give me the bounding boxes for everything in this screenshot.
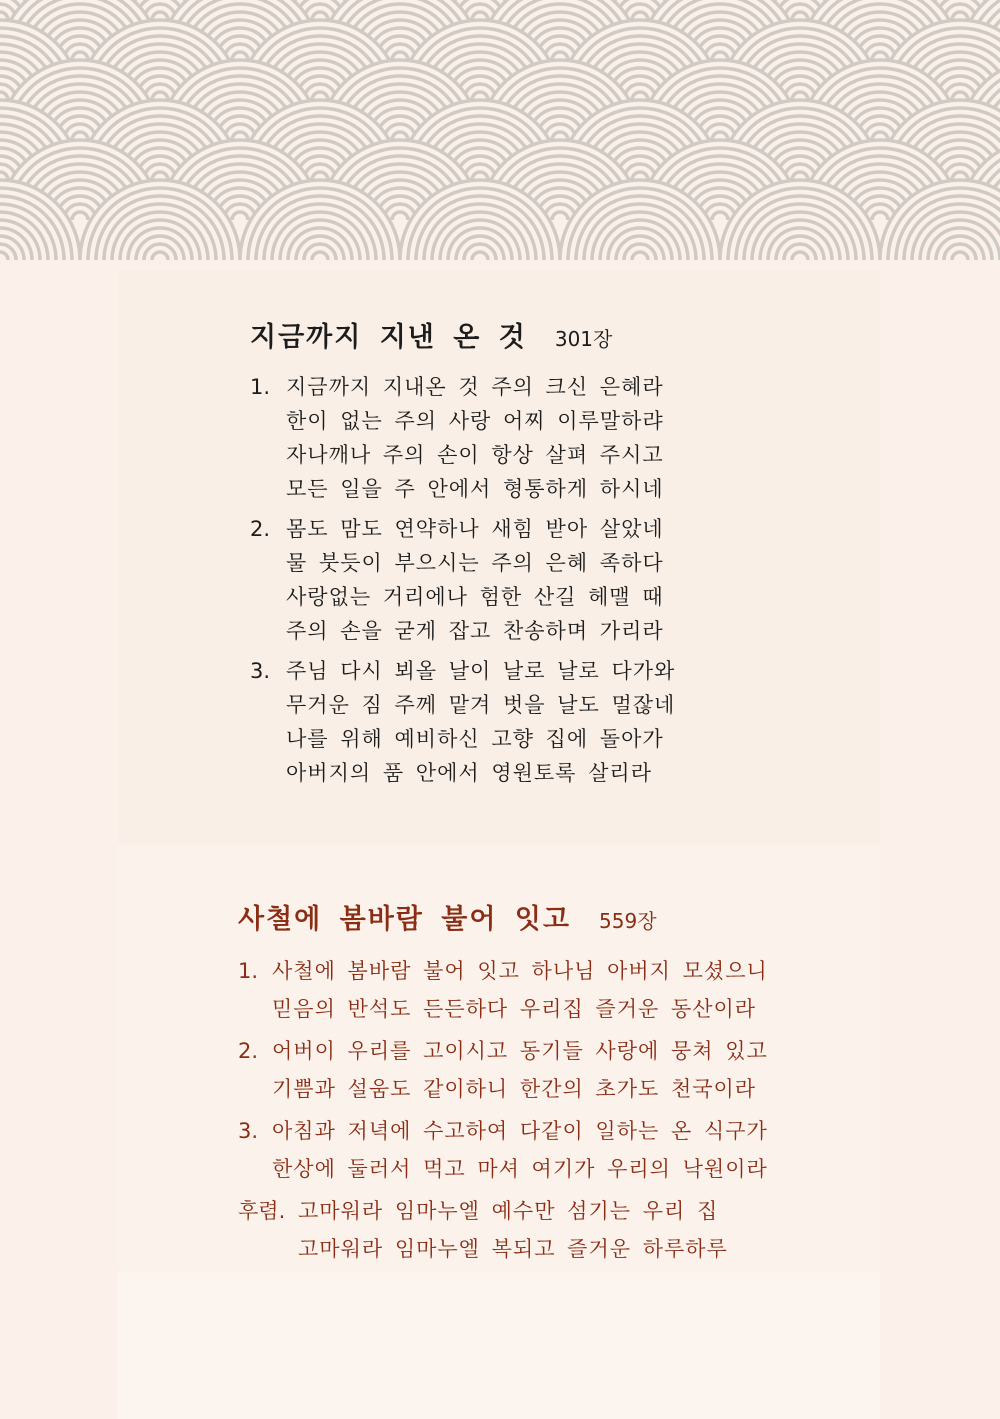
hymn-title: 사철에 봄바람 불어 잇고 [238, 904, 572, 935]
lyric-line: 나를 위해 예비하신 고향 집에 돌아가 [286, 727, 664, 751]
hymn-title: 지금까지 지낸 온 것 [250, 322, 527, 353]
lyric-line: 어버이 우리를 고이시고 동기들 사랑에 뭉쳐 있고 [272, 1039, 768, 1063]
verse-number: 1. [238, 959, 259, 983]
verse [250, 512, 810, 648]
lyric-line: 아버지의 품 안에서 영원토록 살리라 [286, 761, 652, 785]
chorus-label: 후렴. [238, 1199, 286, 1223]
hymn-number: 301장 [554, 327, 613, 351]
chorus [238, 1192, 858, 1268]
lyric-line: 한상에 둘러서 먹고 마셔 여기가 우리의 낙원이라 [272, 1157, 768, 1181]
lyric-line: 믿음의 반석도 든든하다 우리집 즐거운 동산이라 [272, 997, 757, 1021]
lyric-line: 모든 일을 주 안에서 형통하게 하시네 [286, 477, 664, 501]
lyric-line: 자나깨나 주의 손이 항상 살펴 주시고 [286, 443, 664, 467]
wave-pattern-header [0, 0, 1000, 300]
hymn-number: 559장 [599, 909, 657, 933]
lyric-line: 고마워라 임마누엘 예수만 섬기는 우리 집 [298, 1199, 719, 1223]
lyric-line: 고마워라 임마누엘 복되고 즐거운 하루하루 [298, 1237, 728, 1261]
verse [238, 1032, 858, 1108]
verse-number: 3. [250, 659, 271, 683]
lyric-line: 지금까지 지내온 것 주의 크신 은혜라 [286, 375, 664, 399]
verse [250, 370, 810, 506]
verse-number: 1. [250, 375, 271, 399]
verse [238, 952, 858, 1028]
lyric-line: 몸도 맘도 연약하나 새힘 받아 살았네 [286, 517, 664, 541]
lyric-line: 주님 다시 뵈올 날이 날로 날로 다가와 [286, 659, 676, 683]
verse [238, 1112, 858, 1188]
lyric-line: 무거운 짐 주께 맡겨 벗을 날도 멀잖네 [286, 693, 676, 717]
lyric-line: 기쁨과 설움도 같이하니 한간의 초가도 천국이라 [272, 1077, 757, 1101]
hymn-header [238, 897, 858, 936]
lyric-line: 사랑없는 거리에나 험한 산길 헤맬 때 [286, 585, 664, 609]
lyric-line: 한이 없는 주의 사랑 어찌 이루말하랴 [286, 409, 664, 433]
hymn-301 [250, 315, 810, 796]
verse [250, 654, 810, 790]
hymn-header [250, 315, 810, 354]
lyric-line: 주의 손을 굳게 잡고 찬송하며 가리라 [286, 619, 664, 643]
verse-number: 2. [250, 517, 271, 541]
lyric-line: 물 붓듯이 부으시는 주의 은혜 족하다 [286, 551, 664, 575]
verse-number: 2. [238, 1039, 259, 1063]
lyric-line: 사철에 봄바람 불어 잇고 하나님 아버지 모셨으니 [272, 959, 768, 983]
verse-number: 3. [238, 1119, 259, 1143]
lyric-line: 아침과 저녁에 수고하여 다같이 일하는 온 식구가 [272, 1119, 768, 1143]
hymn-559 [238, 897, 858, 1272]
footer-panel-background [118, 1272, 880, 1419]
